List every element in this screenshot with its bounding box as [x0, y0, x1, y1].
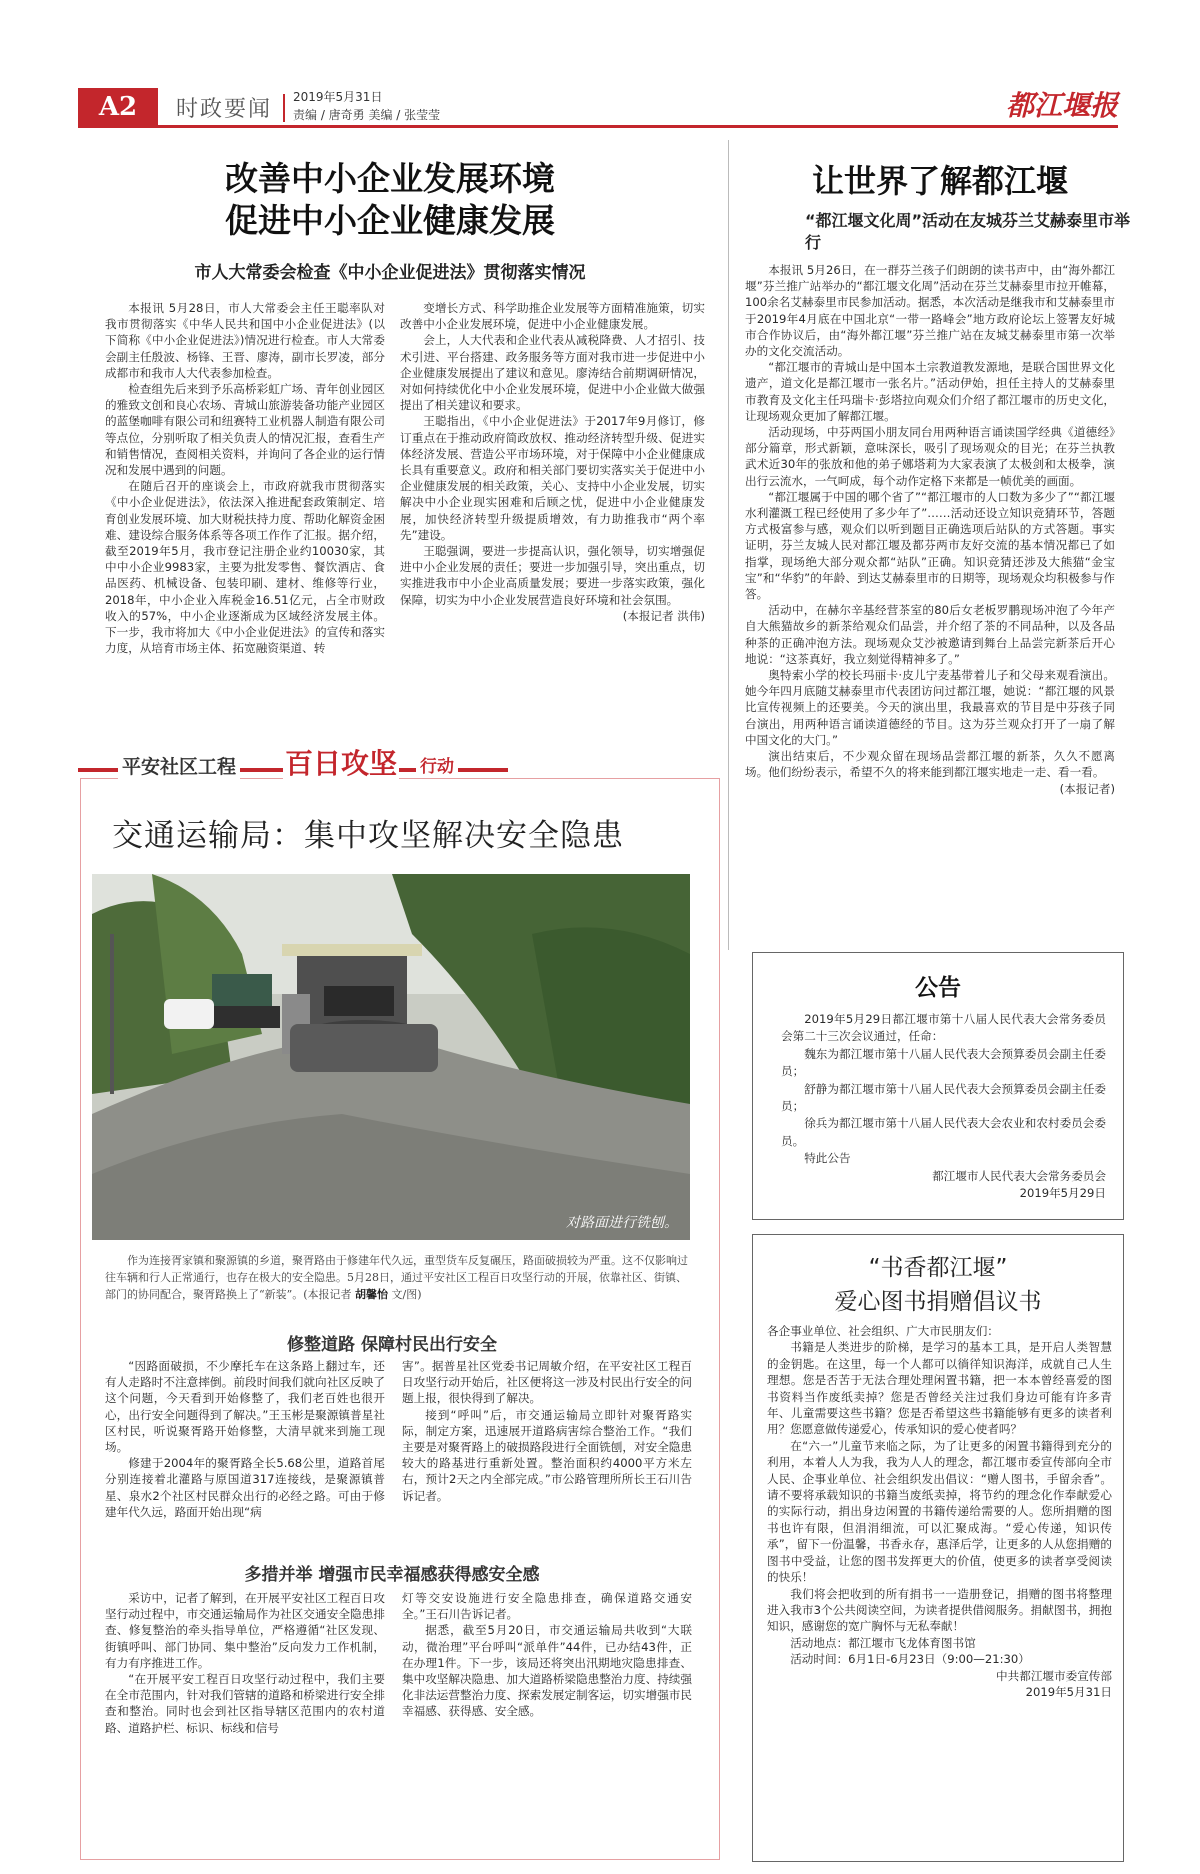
caption-byline-suffix: 文/图)	[388, 1288, 422, 1301]
banner-highlight-text: 百日攻坚	[283, 742, 399, 782]
article2-headline: 让世界了解都江堰	[811, 162, 1068, 200]
photo-caption-text: 作为连接胥家镇和聚源镇的乡道，聚胥路由于修建年代久远，重型货车反复碾压，路面破损较为严重。这不仅影响过往车辆和行人正常通行，也存在极大的安全隐患。5月28日，通过平安社区工程百日攻坚行动的开展，依靠社区、街镇、部门的协同配合，聚胥路换上了“新装”。	[105, 1254, 688, 1301]
public-notice-box	[752, 952, 1124, 1220]
paragraph: 采访中，记者了解到，在开展平安社区工程百日攻坚行动过程中，市交通运输局作为社区交通安全隐患排查、修复整治的牵头指导单位，严格遵循“社区发现、街镇呼叫、部门协同、集中整治”反向发力工作机制，有力有序推进工作。	[105, 1591, 385, 1670]
paragraph: 检查组先后来到予乐高桥彩虹广场、青年创业园区的雅致文创和良心农场、青城山旅游装备功能产业园区的蓝堡咖啡有限公司和纽赛特工业机器人制造有限公司等点位，分别听取了相关负责人的情况汇报，查看生产和销售情况，查阅相关资料，并询问了各企业的运行情况和发展中遇到的问题。	[105, 382, 385, 478]
article3-column1	[105, 1358, 385, 1520]
header-divider	[283, 94, 285, 122]
paragraph: 据悉，截至5月20日，市交通运输局共收到“大联动，微治理”平台呼叫“派单件”44件，已办结43件，正在办理1件。下一步，该局还将突出汛期地灾隐患排查、集中攻坚解决隐患、加大道路桥梁隐患整治力度、持续强化非法运营整治力度、探索发展定制客运，切实增强市民幸福感、获得感、安全感。	[402, 1623, 692, 1719]
article1-column2	[400, 300, 705, 624]
article3-column3	[105, 1590, 385, 1736]
book-drive-salutation: 各企事业单位、社会组织、广大市民朋友们：	[767, 1324, 999, 1338]
paragraph: 活动现场，中芬两国小朋友同台用两种语言诵读国学经典《道德经》部分篇章，形式新颖，意味深长，吸引了现场观众的目光；在芬兰执教武术近30年的张放和他的弟子娜塔莉为大家表演了太极剑和太极拳，演出行云流水，一气呵成，每个动作定格下来都是一帧优美的画面。	[745, 425, 1115, 488]
notice-closing: 特此公告	[804, 1151, 851, 1166]
newspaper-masthead: 都江堰报	[1005, 89, 1118, 122]
paragraph: 在“六一”儿童节来临之际，为了让更多的闲置书籍得到充分的利用，本着人人为我，我为人人的理念，都江堰市委宣传部向全市人民、企事业单位、社会组织发出倡议：“赠人图书，手留余香”。请不要将承载知识的书籍当废纸卖掉，将节约的理念化作奉献爱心的实际行动，捐出身边闲置的书籍传递给需要的人。您所捐赠的图书也许有限，但涓涓细流，可以汇聚成海。“爱心传递，知识传承”，留下一份温馨，书香永存，惠泽后学，让更多的人从您捐赠的图书中受益，让您的图书发挥更大的价值，使更多的读者享受阅读的快乐！	[767, 1438, 1112, 1585]
photo-illustration	[92, 874, 690, 1240]
paragraph: 本报讯 5月28日，市人大常委会主任王聪率队对我市贯彻落实《中华人民共和国中小企业促进法》(以下简称《中小企业促进法》)情况进行检查。市人大常委会副主任殷波、杨锋、王晋、廖涛，副市长罗凌，部分成都市和我市人大代表参加检查。	[105, 301, 385, 380]
paragraph: 书籍是人类进步的阶梯，是学习的基本工具，是开启人类智慧的金钥匙。在这里，每一个人都可以徜徉知识海洋，成就自己人生理想。您是否苦于无法合理处理闲置书籍，把一本本曾经喜爱的图书资料当作废纸卖掉？您是否曾经关注过我们身边可能有许多青年、儿童需要这些书籍？您是否希望这些书籍能够有更多的读者利用？您愿意做传递爱心，传承知识的爱心使者吗？	[767, 1340, 1112, 1437]
article1-headline	[130, 158, 650, 242]
paragraph: “都江堰属于中国的哪个省了”“都江堰市的人口数为多少了”“都江堰水利灌溉工程已经使用了多少年了”……活动还设立知识竞猜环节，答题方式极富参与感，观众们以听到题目正确选项后站队的方式答题。事实证明，芬兰友城人民对都江堰及都芬两市友好交流的基本情况都已了如指掌，现场绝大部分观众都“站队”正确。知识竞猜还涉及大熊猫“金宝宝”和“华豹”的年龄、到达艾赫泰里市的日期等，现场观众均积极参与作答。	[745, 489, 1115, 602]
paragraph: 奥特索小学的校长玛丽卡·皮儿宁麦基带着儿子和父母来观看演出。她今年四月底随艾赫泰里市代表团访问过都江堰，她说：“都江堰的风景比宣传视频上的还要美。今天的演出里，我最喜欢的节目是中芬孩子同台演出，用两种语言诵读道德经的节目。这为芬兰观众打开了一扇了解中国文化的大门。”	[745, 668, 1115, 747]
notice-issuer: 都江堰市人民代表大会常务委员会	[932, 1168, 1106, 1183]
paragraph: 修建于2004年的聚胥路全长5.68公里，道路首尾分别连接着北灌路与原国道317连接线，是聚源镇普星、泉水2个社区村民群众出行的必经之路。可由于修建年代久远，路面开始出现“病	[105, 1456, 385, 1519]
article1-subheadline: 市人大常委会检查《中小企业促进法》贯彻落实情况	[194, 263, 586, 283]
paragraph: “都江堰市的青城山是中国本土宗教道教发源地，是联合国世界文化遗产，道文化是都江堰市一张名片。”活动伊始，担任主持人的艾赫泰里市教育及文化主任玛瑞卡·彭塔拉向观众们介绍了都江堰市的历史文化，让现场观众更加了解都江堰。	[745, 360, 1115, 423]
paragraph: 王聪强调，要进一步提高认识，强化领导，切实增强促进中小企业发展的责任；要进一步加强引导，突出重点，切实推进我市中小企业高质量发展；要进一步落实政策，强化保障，切实为中小企业发展营造良好环境和社会氛围。	[400, 544, 705, 607]
notice-item: 徐兵为都江堰市第十八届人民代表大会农业和农村委员会委员。	[781, 1116, 1106, 1148]
caption-byline-name: 胡馨怡	[355, 1288, 389, 1301]
paragraph: 害”。据普星社区党委书记周敏介绍，在平安社区工程百日攻坚行动开始后，社区便将这一涉及村民出行安全的问题上报，很快得到了解决。	[402, 1359, 692, 1406]
paragraph: “在开展平安工程百日攻坚行动过程中，我们主要在全市范围内，针对我们管辖的道路和桥梁进行安全排查和整治。同时也会到社区指导辖区范围内的农村道路、道路护栏、标识、标线和信号	[105, 1672, 385, 1735]
book-drive-time: 活动时间：6月1日-6月23日（9:00—21:30）	[790, 1652, 1030, 1667]
page-number-label: A2	[78, 88, 158, 126]
article1-headline-line2: 促进中小企业健康发展	[225, 201, 555, 240]
photo-inline-label: 对路面进行铣刨。	[566, 1215, 678, 1231]
article2-body	[745, 262, 1115, 797]
book-donation-box	[752, 1234, 1124, 1862]
article1-column1	[105, 300, 385, 656]
paragraph: 灯等交安设施进行安全隐患排查，确保道路交通安全。”王石川告诉记者。	[402, 1591, 692, 1622]
banner-lead-text: 平安社区工程	[118, 752, 240, 779]
article1-headline-line1: 改善中小企业发展环境	[225, 159, 555, 198]
paragraph: 本报讯 5月26日，在一群芬兰孩子们朗朗的读书声中，由“海外都江堰”芬兰推广站举办的“都江堰文化周”活动在芬兰艾赫泰里市拉开帷幕，100余名艾赫泰里市民参加活动。据悉，本次活动是继我市和艾赫泰里市于2019年4月底在中国北京“一带一路峰会”地方政府论坛上签署友好城市合作协议后，由“海外都江堰”芬兰推广站在友城艾赫泰里市第一次举办的文化交流活动。	[745, 263, 1115, 359]
caption-byline-prefix: (本报记者	[303, 1288, 356, 1301]
notice-item: 舒静为都江堰市第十八届人民代表大会预算委员会副主任委员；	[781, 1081, 1106, 1114]
article3-subhead2: 多措并举 增强市民幸福感获得感安全感	[244, 1565, 540, 1585]
campaign-banner	[78, 748, 508, 784]
book-drive-issuer: 中共都江堰市委宣传部	[996, 1668, 1112, 1683]
notice-body	[781, 1011, 1106, 1202]
article3-subhead1: 修整道路 保障村民出行安全	[287, 1335, 497, 1355]
article3-headline: 交通运输局：集中攻坚解决安全隐患	[112, 818, 624, 854]
column-divider	[728, 140, 729, 950]
article1-byline: (本报记者 洪伟)	[622, 608, 705, 623]
paragraph: 变增长方式、科学助推企业发展等方面精准施策，切实改善中小企业发展环境，促进中小企业健康发展。	[400, 301, 705, 332]
paragraph: 王聪指出，《中小企业促进法》于2017年9月修订，修订重点在于推动政府简政放权、推动经济转型升级、促进实体经济发展、营造公平市场环境，对于保障中小企业健康成长具有重要意义。政府和相关部门要切实落实关于促进中小企业健康发展的相关政策，关心、支持中小企业发展，切实解决中小企业现实困难和后顾之忧，促进中小企业健康发展，加快经济转型升级提质增效，有力助推我市“两个率先”建设。	[400, 414, 705, 542]
notice-item: 魏东为都江堰市第十八届人民代表大会预算委员会副主任委员；	[781, 1046, 1106, 1079]
article3-column4	[402, 1590, 692, 1720]
book-drive-body	[767, 1323, 1112, 1700]
issue-date: 2019年5月31日	[293, 90, 383, 104]
notice-date: 2019年5月29日	[1019, 1186, 1106, 1201]
article3-column2	[402, 1358, 692, 1504]
paragraph: 会上，人大代表和企业代表从减税降费、人才招引、技术引进、平台搭建、政务服务等方面对我市进一步促进中小企业健康发展提出了建议和意见。廖涛结合前期调研情况，对如何持续优化中小企业发展环境，促进中小企业做大做强提出了相关建议和要求。	[400, 333, 705, 413]
banner-tail-text: 行动	[416, 752, 458, 777]
paragraph: “因路面破损，不少摩托车在这条路上翻过车，还有人走路时不注意摔倒。前段时间我们就向社区反映了这个问题，今天看到开始修整了，我们老百姓也很开心，出行安全问题得到了解决。”王玉彬是聚源镇普星社区村民，听说聚胥路开始修整，大清早就来到施工现场。	[105, 1359, 385, 1455]
book-drive-title-line2: 爱心图书捐赠倡议书	[834, 1289, 1042, 1315]
article2-subheadline: “都江堰文化周”活动在友城芬兰艾赫泰里市举行	[805, 211, 1131, 252]
road-repair-photo	[92, 874, 690, 1240]
photo-caption	[105, 1252, 695, 1303]
article2-byline: (本报记者)	[1059, 781, 1115, 796]
paragraph: 在随后召开的座谈会上，市政府就我市贯彻落实《中小企业促进法》，依法深入推进配套政策制定、培育创业发展环境、加大财税扶持力度、帮助化解资金困难、建设综合服务体系等各项工作作了汇报。据介绍，截至2019年5月，我市登记注册企业约10030家，其中中小企业9983家，主要为批发零售、餐饮酒店、食品医药、机械设备、包装印刷、建材、维修等行业，2018年，中小企业入库税金16.51亿元，占全市财政收入的57%，中小企业逐渐成为区域经济发展主体。下一步，我市将加大《中小企业促进法》的宣传和落实力度，从培育市场主体、拓宽融资渠道、转	[105, 479, 385, 656]
notice-title: 公告	[915, 975, 961, 1001]
paragraph: 演出结束后，不少观众留在现场品尝都江堰的新茶，久久不愿离场。他们纷纷表示，希望不久的将来能到都江堰实地走一走、看一看。	[745, 749, 1115, 780]
book-drive-date: 2019年5月31日	[1025, 1684, 1112, 1699]
book-drive-location: 活动地点：都江堰市飞龙体育图书馆	[790, 1635, 976, 1650]
paragraph: 我们将会把收到的所有捐书一一造册登记，捐赠的图书将整理进入我市3个公共阅读空间，为读者提供借阅服务。捐献图书，拥抱知识，感谢您的宽广胸怀与无私奉献！	[767, 1586, 1112, 1634]
paragraph: 接到“呼叫”后，市交通运输局立即针对聚胥路实际，制定方案，迅速展开道路病害综合整治工作。“我们主要是对聚胥路上的破损路段进行全面铣刨，对安全隐患较大的路基进行重新处置。整治面积约4000平方米左右，预计2天之内全部完成。”市公路管理所所长王石川告诉记者。	[402, 1407, 692, 1503]
page-header	[78, 86, 1118, 128]
editors-credit: 责编 / 唐奇勇 美编 / 张莹莹	[293, 108, 441, 122]
section-name: 时政要闻	[176, 97, 273, 122]
book-drive-title-line1: “书香都江堰”	[868, 1255, 1008, 1281]
paragraph: 活动中，在赫尔辛基经营茶室的80后女老板罗鹏现场冲泡了今年产自大熊猫故乡的新茶给观众们品尝，并介绍了茶的不同品种，以及各品种茶的正确冲泡方法。现场观众艾沙被邀请到舞台上品尝完新茶后开心地说：“这茶真好，我立刻觉得精神多了。”	[745, 603, 1115, 666]
notice-intro: 2019年5月29日都江堰市第十八届人民代表大会常务委员会第二十三次会议通过，任命：	[781, 1012, 1106, 1044]
